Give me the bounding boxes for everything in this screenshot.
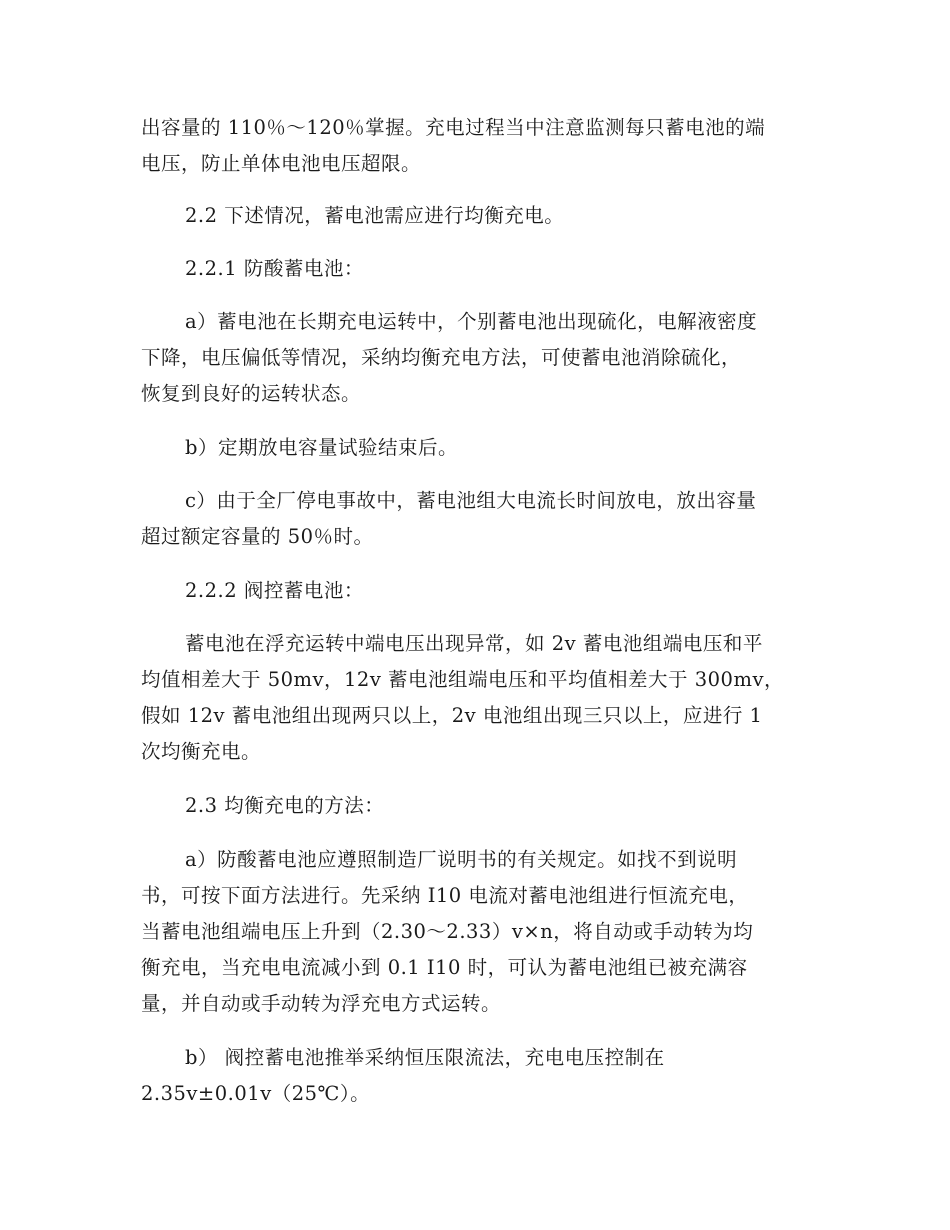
text-line: b）定期放电容量试验结束后。	[185, 436, 458, 459]
text-line: a）防酸蓄电池应遵照制造厂说明书的有关规定。如找不到说明	[185, 848, 738, 871]
text-line: 书，可按下面方法进行。先采纳 I10 电流对蓄电池组进行恒流充电，	[141, 884, 749, 907]
paragraph-item-b-method	[141, 1040, 811, 1112]
heading-2-2-1	[141, 251, 811, 287]
text-line: 出容量的 110％～120％掌握。充电过程当中注意监测每只蓄电池的端	[141, 116, 766, 139]
text-line: 2.3 均衡充电的方法：	[185, 794, 385, 817]
text-line: 当蓄电池组端电压上升到（2.30～2.33）v×n，将自动或手动转为均	[141, 920, 754, 943]
text-line: 下降，电压偏低等情况，采纳均衡充电方法，可使蓄电池消除硫化，	[141, 346, 742, 369]
text-line: a）蓄电池在长期充电运转中，个别蓄电池出现硫化，电解液密度	[185, 310, 758, 333]
text-line: 超过额定容量的 50％时。	[141, 525, 374, 548]
text-line: 次均衡充电。	[141, 740, 262, 763]
paragraph-item-a-method	[141, 842, 811, 1022]
paragraph-item-c-acid	[141, 483, 811, 555]
text-line: c）由于全厂停电事故中，蓄电池组大电流长时间放电，放出容量	[185, 489, 757, 512]
text-line: 假如 12v 蓄电池组出现两只以上，2v 电池组出现三只以上，应进行 1	[141, 704, 763, 727]
text-line: 量，并自动或手动转为浮充电方式运转。	[141, 992, 502, 1015]
text-line: 均值相差大于 50mv，12v 蓄电池组端电压和平均值相差大于 300mv，	[141, 668, 784, 691]
paragraph-continued	[141, 110, 811, 182]
text-line: 2.2.1 防酸蓄电池：	[185, 257, 364, 280]
text-line: 2.35v±0.01v（25℃）。	[141, 1082, 371, 1105]
text-line: 2.2 下述情况，蓄电池需应进行均衡充电。	[185, 204, 565, 227]
paragraph-vrla-abnormal	[141, 626, 811, 770]
text-line: b） 阀控蓄电池推举采纳恒压限流法，充电电压控制在	[185, 1046, 665, 1069]
paragraph-item-a-acid	[141, 304, 811, 412]
text-line: 恢复到良好的运转状态。	[141, 382, 362, 405]
paragraph-item-b-acid	[141, 430, 811, 466]
text-line: 2.2.2 阀控蓄电池：	[185, 579, 364, 602]
text-line: 电压，防止单体电池电压超限。	[141, 152, 422, 175]
heading-2-2-2	[141, 573, 811, 609]
heading-2-3	[141, 788, 811, 824]
heading-2-2	[141, 198, 811, 234]
text-line: 衡充电，当充电电流减小到 0.1 I10 时，可认为蓄电池组已被充满容	[141, 956, 748, 979]
text-line: 蓄电池在浮充运转中端电压出现异常，如 2v 蓄电池组端电压和平	[185, 632, 763, 655]
